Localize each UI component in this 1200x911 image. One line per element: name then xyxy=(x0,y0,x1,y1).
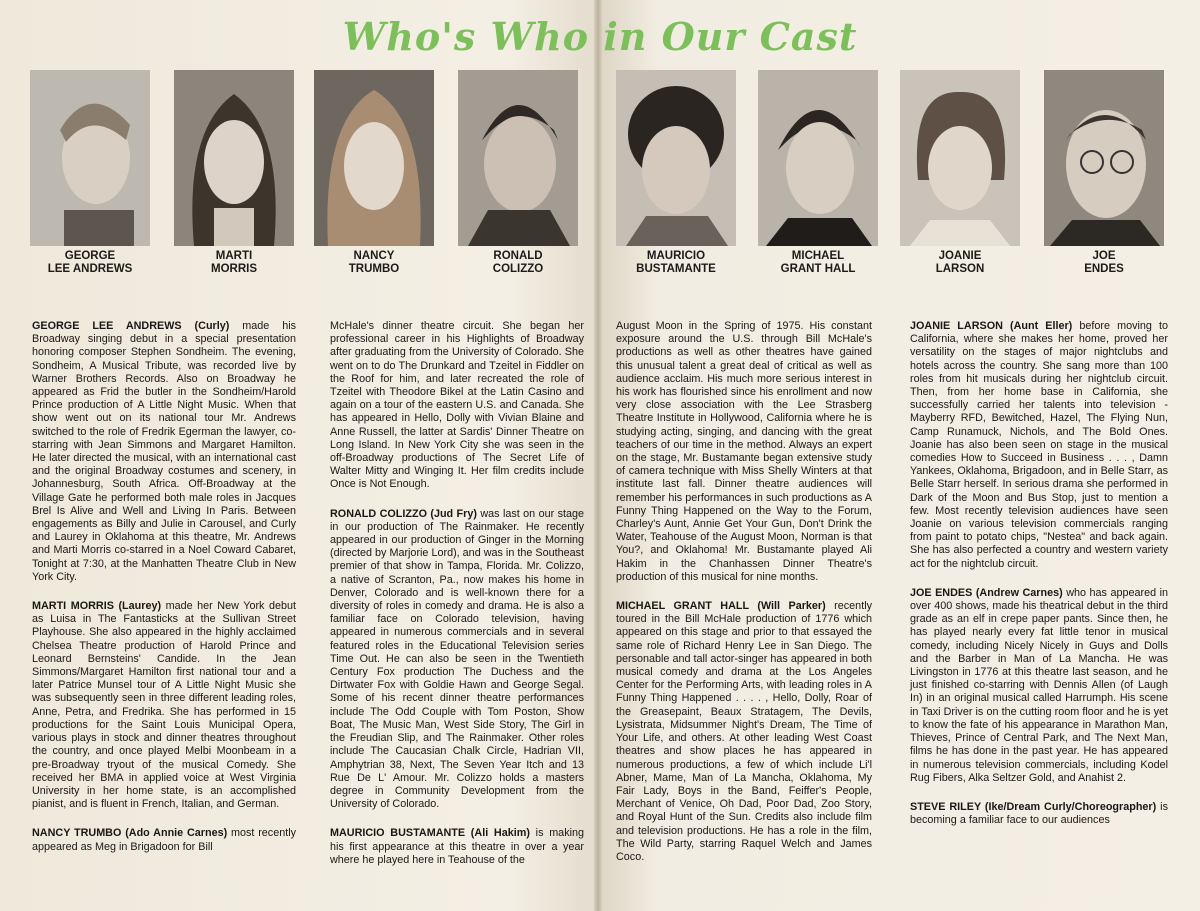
bio-joe-endes: JOE ENDES (Andrew Carnes) who has appeared in over 400 shows, made his theatrical debut in the third grade as an elf in crepe paper pants. Since then, he has played nearly every fat little tenor in musical comedy, including Nicely Nicely in Guys and Dolls and the Barber in Man of La Mancha. He was Livingston in 1776 at this theatre last season, and he just finished co-starring with Dennis Allen (of Laugh In) in an original musical called Harrumph. His scene in Taxi Driver is on the cutting room floor and he is yet to know the fate of his appearance in Marathon Man, Thieves, Prince of Central Park, and The Next Man, films he has done in the past year. He has appeared in numerous television commercials, including Kodel Rug Fibers, Alka Seltzer Gold, and Anahist 2. xyxy=(910,586,1168,784)
caption-marti-morris: MARTI MORRIS xyxy=(211,250,257,275)
headshot-joe-endes xyxy=(1044,70,1164,246)
bio-george-lee-andrews: GEORGE LEE ANDREWS (Curly) made his Broadway singing debut in a special presentation honoring composer Stephen Sondheim. The evening, Sondheim, A Musical Tribute, was recorded live by Warner Brothers Records. Also on Broadway he appeared as Frid the butler in the Sondheim/Harold Prince production of A Little Night Music. When that show went out on its national tour Mr. Andrews switched to the role of Fredrik Egerman the lawyer, co-starring with Jean Simmons and Margaret Hamilton. He later directed the musical, with an international cast and the original Broadway costumes and scenery, in Johannesburg, South Africa. Off-Broadway at the Village Gate he performed both male roles in Jacques Brel Is Alive and Well and Living In Paris. Between engagements as Billy and Julie in Carousel, and Curly and Laurey in Oklahoma at this theatre, Mr. Andrews and Marti Morris co-starred in a Noel Coward Cabaret, Tonight at 7:30, at the Manhatten Theatre Club in New York City. xyxy=(32,320,297,583)
bio-nancy-trumbo-cont: McHale's dinner theatre circuit. She began her professional career in his Highlights of Broadway after graduating from the University of Colorado. She went on to do The Drunkard and Tzeitel in Fiddler on the Roof for him, and later recreated the role of Tzeitel with Theodore Bikel at the Latin Casino and again on a tour of the eastern U.S. and Canada. She has appeared in Hello, Dolly with Vivian Blaine and Anne Russell, the latter at Sardis' Dinner Theatre on Long Island. In New York City she was seen in the off-Broadway productions of The Secret Life of Walter Mitty and Winging It. Her film credits include Once is Not Enough. xyxy=(330,320,584,491)
headshot-mauricio-bustamante xyxy=(616,70,736,246)
headshot-michael-grant-hall xyxy=(758,70,878,246)
headshot-joanie-larson xyxy=(900,70,1020,246)
caption-mauricio-bustamante: MAURICIO BUSTAMANTE xyxy=(636,250,716,275)
headshot-george-lee-andrews xyxy=(30,70,150,246)
caption-michael-grant-hall: MICHAEL GRANT HALL xyxy=(780,250,856,275)
column-2 xyxy=(330,320,584,883)
caption-ronald-colizzo: RONALD COLIZZO xyxy=(492,250,544,275)
bio-mauricio-bustamante-cont: August Moon in the Spring of 1975. His constant exposure around the U.S. through Bill McHale's productions as well as other theatres have gained this unusual talent a great deal of critical as well as audience acclaim. His much more serious interest in his work has flourished since his enrollment and now very close association with the Lee Strasberg Theatre Institute in Hollywood, California where he is studying acting, singing, and dancing with the great teachers of our time in the method. Always an expert on the stage, Mr. Bustamante began extensive study of camera technique with Miss Shelly Winters at that institute last fall. Dinner theatre audiences will remember his performances in such productions as A Funny Thing Happened on the Way to the Forum, Charley's Aunt, Annie Get Your Gun, Don't Drink the Water, Teahouse of the August Moon, Norman is that You?, and Oklahoma! Mr. Bustamante played Ali Hakim in the Chanhassen Dinner Theatre's production of this musical for nine months. xyxy=(616,320,872,583)
bio-michael-grant-hall: MICHAEL GRANT HALL (Will Parker) recently toured in the Bill McHale production of 1776 which appeared on this stage and prior to that essayed the same role of Richard Henry Lee in San Diego. The personable and tall actor-singer has appeared in both musical comedy and drama at the Los Angeles Center for the Performing Arts, with leading roles in A Funny Thing Happened . . . . , Hello, Dolly, Roar of the Greasepaint, Beaux Stratagem, The Devils, Lysistrata, Midsummer Night's Dream, The Time of Your Life, and others. At other leading West Coast theatres and show places he has appeared in numerous productions, a few of which include Li'l Abner, Mame, Man of La Mancha, Oklahoma, My Fair Lady, Boys in the Band, Feiffer's People, Merchant of Venice, Oh Dad, Poor Dad, Zoo Story, and Royal Hunt of the Sun. Credits also include film and television productions. He has a role in the film, The Wild Party, starring Raquel Welch and James Coco. xyxy=(616,600,872,863)
bio-nancy-trumbo-start: NANCY TRUMBO (Ado Annie Carnes) most recently appeared as Meg in Brigadoon for Bill xyxy=(32,827,297,853)
caption-nancy-trumbo: NANCY TRUMBO xyxy=(348,250,400,275)
bio-steve-riley-start: STEVE RILEY (Ike/Dream Curly/Choreographer) is becoming a familiar face to our audiences xyxy=(910,800,1168,827)
headshot-ronald-colizzo xyxy=(458,70,578,246)
caption-george-lee-andrews: GEORGE LEE ANDREWS xyxy=(47,250,133,275)
column-4 xyxy=(910,320,1168,843)
page-gutter xyxy=(594,0,602,911)
bio-marti-morris: MARTI MORRIS (Laurey) made her New York debut as Luisa in The Fantasticks at the Sullivan Street Playhouse. She also appeared in the highly acclaimed Chelsea Theatre production of Harold Prince and Leonard Bernsteins' Candide. In the Jean Simmons/Margaret Hamilton first national tour and a later Patrice Munsel tour of A Little Night Music she was subsequently seen in three different leading roles, Anne, Petra, and Fredrika. She has performed in 15 productions for the Saint Louis Municipal Opera, various plays in stock and dinner theatres throughout the country, and once played Melbi Moonbeam in a pre-Broadway tryout of the musical Comedy. She received her BMA in applied voice at West Virginia University in her home state, is an accomplished pianist, and is fluent in French, Italian, and German. xyxy=(32,600,297,811)
headshot-marti-morris xyxy=(174,70,294,246)
bio-ronald-colizzo: RONALD COLIZZO (Jud Fry) was last on our stage in our production of The Rainmaker. He recently appeared in our production of Ginger in the Morning (directed by Marjorie Lord), and was in the Southeast premier of that show in Tampa, Florida. Mr. Colizzo, a native of Scranton, Pa., now makes his home in Denver, Colorado and is well-known there for a diversity of roles in comedy and drama. He is also a familiar face on Colorado television, having appeared in numerous commercials and in several featured roles in the Educational Television series Time Out. He can also be seen in the Twentieth Century Fox production The Duchess and the Dirtwater Fox with Goldie Hawn and George Segal. Some of his recent dinner theatre performances include The Odd Couple with Tom Poston, Show Boat, The Music Man, West Side Story, The Girl in the Freudian Slip, and The Rainmaker. Other roles include The Caucasian Chalk Circle, Hadrian VII, Amphytrian 38, Next, The Seven Year Itch and 13 Rue De L' Amour. Mr. Colizzo holds a masters degree in Community Development from the University of Colorado. xyxy=(330,507,585,811)
headshot-nancy-trumbo xyxy=(314,70,434,246)
page-title: Who's Who in Our Cast xyxy=(342,14,858,59)
bio-mauricio-bustamante-start: MAURICIO BUSTAMANTE (Ali Hakim) is making his first appearance at this theatre in over a year where he played here in Teahouse of the xyxy=(330,827,584,866)
column-1 xyxy=(32,320,296,870)
column-3 xyxy=(616,320,872,880)
caption-joe-endes: JOE ENDES xyxy=(1084,250,1124,275)
caption-joanie-larson: JOANIE LARSON xyxy=(935,250,985,275)
bio-joanie-larson: JOANIE LARSON (Aunt Eller) before moving to California, where she makes her home, proved her versatility on the stages of major nightclubs and hotels across the country. She sang more than 100 roles from hit musicals during her nightclub circuit. Then, from her home base in California, she successfully carried her talents into television - Mayberry RFD, Bewitched, Hazel, The Flying Nun, Camp Runamuck, Nichols, and The Bold Ones. Joanie has also been seen on stage in the musical comedies How to Succeed in Business . . . , Damn Yankees, Oklahoma, Brigadoon, and in Belle Starr, as Belle Starr herself. In serious drama she performed in Dark of the Moon and Bus Stop, just to mention a few. Most recently television audiences have seen Joanie on various television commercials ranging from paint to potato chips, "Nestea" and back again. She has also perfected a country and western variety act for the nightclub circuit. xyxy=(910,320,1168,570)
